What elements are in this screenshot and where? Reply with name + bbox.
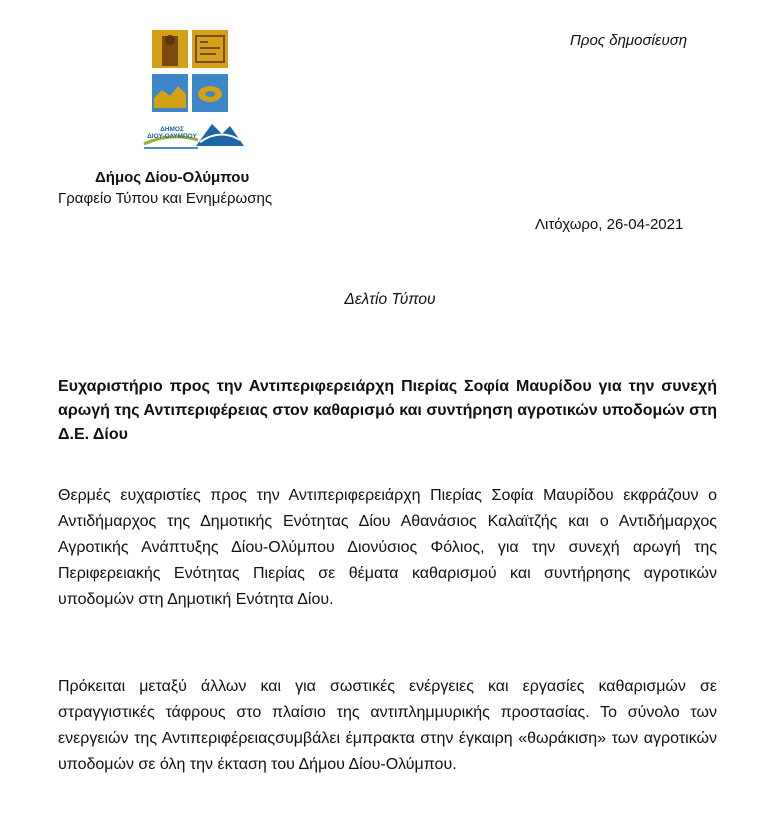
doc-type-title: Δελτίο Τύπου	[344, 291, 436, 308]
article-paragraph-2: Πρόκειται μεταξύ άλλων και για σωστικές ενέργειες και εργασίες καθαρισμών σε στραγγιστικές τάφρους στο πλαίσιο της αντιπλημμυρικής προστασίας. Το σύνολο των ενεργειών της Αντιπεριφέρειαςσυμβάλει έμπρακτα στην έγκαιρη «θωράκιση» των αγροτικών υποδομών σε όλη την έκταση του Δήμου Δίου-Ολύμπου.	[58, 678, 717, 773]
article-paragraph-1: Θερμές ευχαριστίες προς την Αντιπεριφερειάρχη Πιερίας Σοφία Μαυρίδου εκφράζουν ο Αντιδήμαρχος της Δημοτικής Ενότητας Δίου Αθανάσιος Καλαϊτζής και ο Αντιδήμαρχος Αγροτικής Ανάπτυξης Δίου-Ολύμπου Διονύσιος Φόλιος, για την συνεχή αρωγή της Περιφερειακής Ενότητας Πιερίας σε θέματα καθαρισμού και συντήρησης αγροτικών υποδομών στη Δημοτική Ενότητα Δίου.	[58, 487, 717, 608]
logo-text	[143, 126, 201, 140]
org-name: Δήμος Δίου-Ολύμπου	[95, 169, 250, 186]
article-headline: Ευχαριστήριο προς την Αντιπεριφερειάρχη Πιερίας Σοφία Μαυρίδου για την συνεχή αρωγή της Αντιπεριφέρειας στον καθαρισμό και συντήρηση αγροτικών υποδομών στη Δ.Ε. Δίου	[58, 378, 717, 443]
logo-text-line1: ΔΗΜΟΣ	[160, 126, 184, 133]
place-date: Λιτόχωρο, 26-04-2021	[535, 216, 684, 233]
logo-text-line2: ΔΙΟΥ-ΟΛΥΜΠΟΥ	[147, 133, 197, 140]
org-office: Γραφείο Τύπου και Ενημέρωσης	[58, 190, 273, 207]
publication-note: Προς δημοσίευση	[570, 32, 688, 49]
